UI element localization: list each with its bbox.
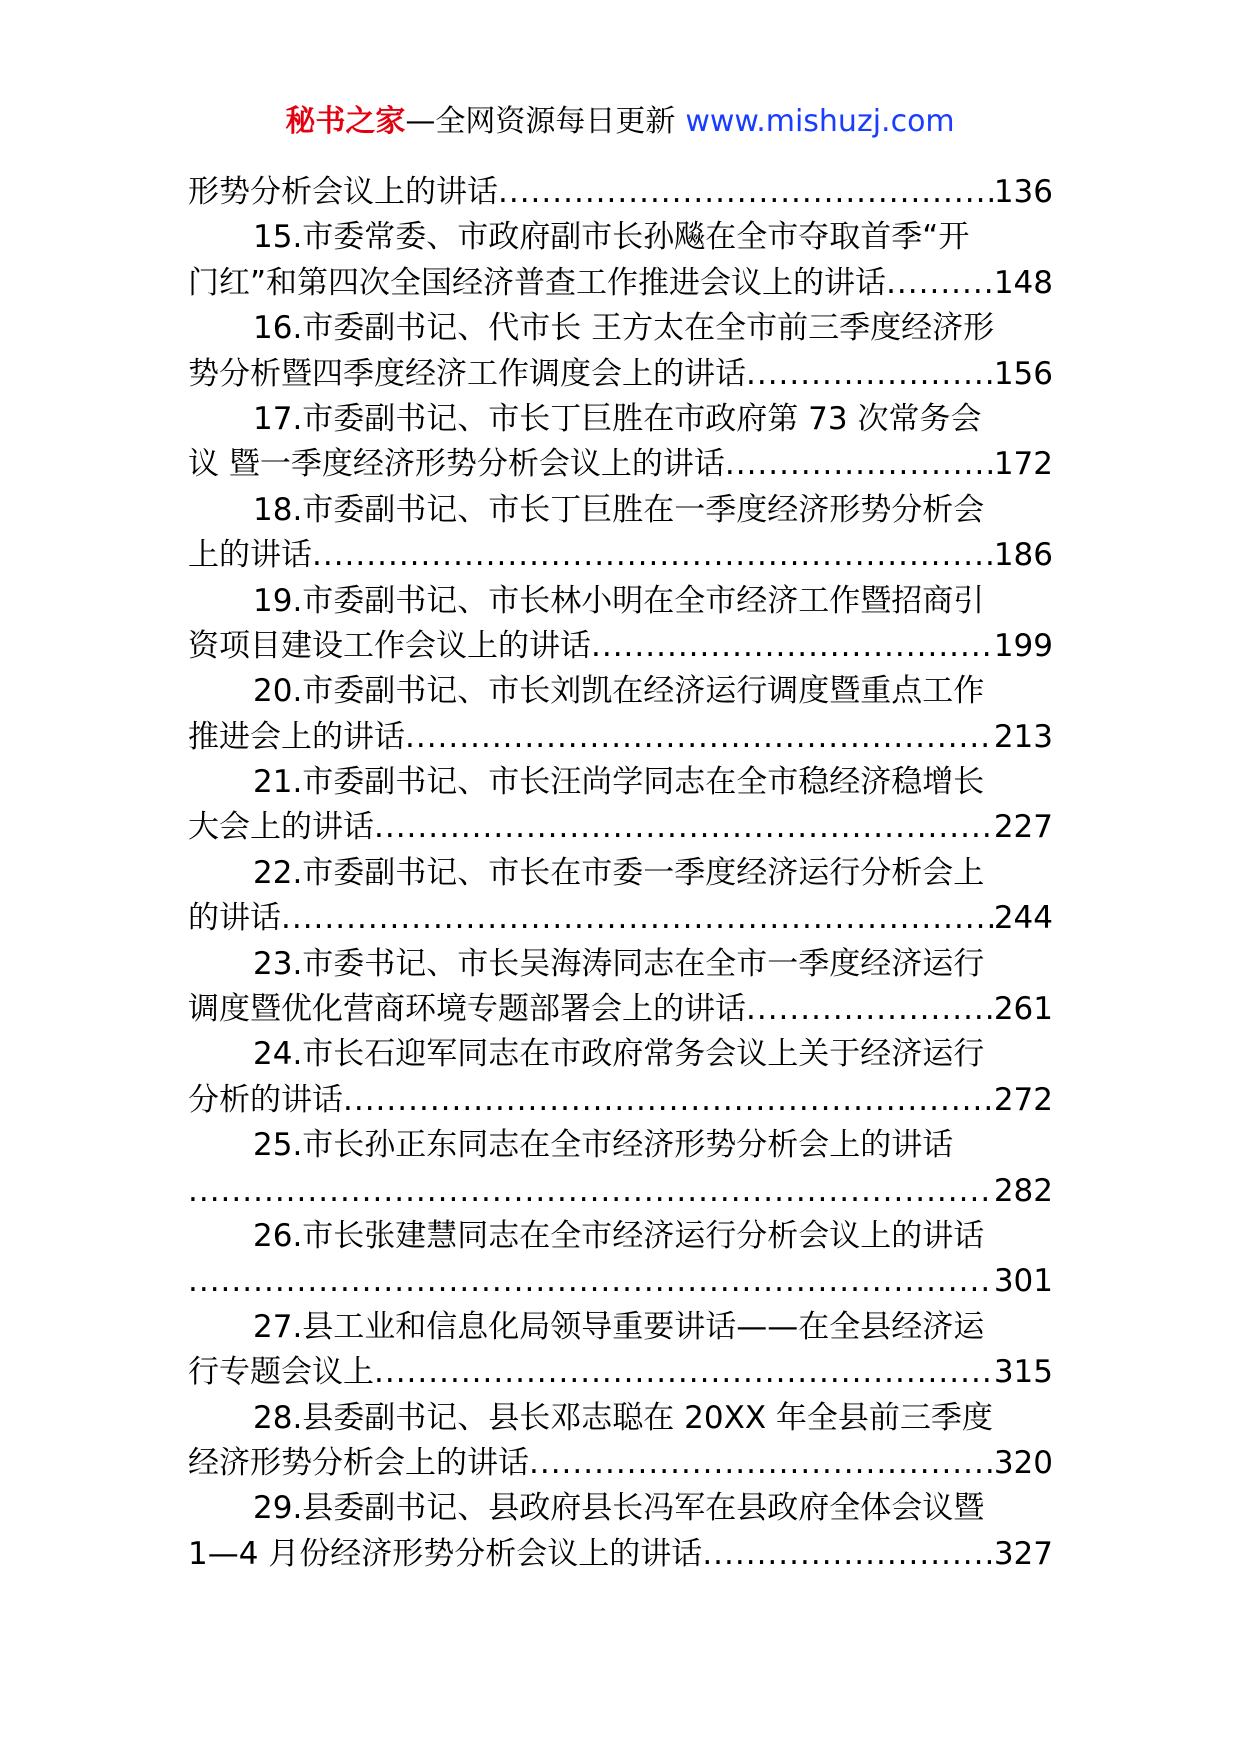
- toc-entry-title-line[interactable]: [188, 851, 1053, 896]
- toc-leader-dots: [591, 624, 994, 669]
- toc-leader-dots: [281, 896, 994, 941]
- toc-entry-continuation-line[interactable]: [188, 624, 1053, 669]
- toc-entry-continuation-line[interactable]: [188, 1350, 1053, 1395]
- toc-entry-text: 24.市长石迎军同志在市政府常务会议上关于经济运行: [253, 1036, 985, 1073]
- toc-page-number: 282: [993, 1172, 1053, 1209]
- toc-continued-line[interactable]: [188, 170, 1053, 215]
- site-header: [0, 100, 1240, 144]
- toc-entry-continuation-line[interactable]: [188, 1532, 1053, 1577]
- toc-page-number: 315: [993, 1354, 1053, 1391]
- toc-entry-title-line[interactable]: [188, 1305, 1053, 1350]
- toc-entry-continuation-line[interactable]: [188, 896, 1053, 941]
- toc-entry-text: 26.市长张建慧同志在全市经济运行分析会议上的讲话: [253, 1217, 985, 1254]
- toc-entry-text: 16.市委副书记、代市长 王方太在全市前三季度经济形: [253, 310, 995, 347]
- toc-entry-text: 28.县委副书记、县长邓志聪在 20XX 年全县前三季度: [253, 1399, 993, 1436]
- toc-page-number: 327: [993, 1535, 1053, 1572]
- toc-page-number: 261: [993, 991, 1053, 1028]
- toc-page-number: 186: [993, 537, 1053, 574]
- toc-entry-text: 分析的讲话: [188, 1081, 343, 1118]
- toc-entry-continuation-line[interactable]: [188, 442, 1053, 487]
- toc-entry-text: 17.市委副书记、市长丁巨胜在市政府第 73 次常务会: [253, 400, 982, 437]
- toc-leader-dots: [702, 1532, 994, 1577]
- toc-entry-text: 15.市委常委、市政府副市长孙飚在全市夺取首季“开: [253, 219, 970, 256]
- toc-leader-dots: [529, 1441, 994, 1486]
- toc-entry-text: 资项目建设工作会议上的讲话: [188, 627, 591, 664]
- toc-entry-text: 行专题会议上: [188, 1354, 374, 1391]
- toc-entry-text: 议 暨一季度经济形势分析会议上的讲话: [188, 446, 725, 483]
- toc-entry-continuation-line[interactable]: [188, 1169, 1053, 1214]
- toc-entry-text: 的讲话: [188, 900, 281, 937]
- toc-page-number: 227: [993, 809, 1053, 846]
- toc-page-number: 320: [993, 1444, 1053, 1481]
- toc-entry-continuation-line[interactable]: [188, 805, 1053, 850]
- header-tagline: —全网资源每日更新: [405, 104, 676, 139]
- toc-leader-dots: [886, 261, 994, 306]
- toc-entry-text: 27.县工业和信息化局领导重要讲话——在全县经济运: [253, 1308, 985, 1345]
- toc-entry-continuation-line[interactable]: [188, 715, 1053, 760]
- toc-entry-text: 势分析暨四季度经济工作调度会上的讲话: [188, 355, 746, 392]
- toc-leader-dots: [405, 715, 994, 760]
- toc-entry-continuation-line[interactable]: [188, 1441, 1053, 1486]
- toc-entry-title-line[interactable]: [188, 1214, 1053, 1259]
- toc-page-number: 172: [993, 446, 1053, 483]
- toc-entry-text: 形势分析会议上的讲话: [188, 174, 498, 210]
- toc-entry-text: 25.市长孙正东同志在全市经济形势分析会上的讲话: [253, 1127, 954, 1164]
- toc-entry-title-line[interactable]: [188, 1032, 1053, 1077]
- toc-leader-dots: [374, 805, 994, 850]
- toc-leader-dots: [188, 1259, 994, 1304]
- toc-leader-dots: [188, 1169, 994, 1214]
- site-url-link[interactable]: www.mishuzj.com: [685, 104, 955, 139]
- toc-entry-text: 上的讲话: [188, 537, 312, 574]
- toc-entry-text: 推进会上的讲话: [188, 718, 405, 755]
- toc-entry-text: 18.市委副书记、市长丁巨胜在一季度经济形势分析会: [253, 491, 985, 528]
- toc-entry-title-line[interactable]: [188, 1396, 1053, 1441]
- toc-page-number: 199: [993, 627, 1053, 664]
- toc-leader-dots: [343, 1078, 994, 1123]
- toc-entry-title-line[interactable]: [188, 760, 1053, 805]
- toc-entry-title-line[interactable]: [188, 488, 1053, 533]
- toc-entry-title-line[interactable]: [188, 942, 1053, 987]
- toc-entry-text: 调度暨优化营商环境专题部署会上的讲话: [188, 991, 746, 1028]
- toc-entry-continuation-line[interactable]: [188, 987, 1053, 1032]
- toc-entry-title-line[interactable]: [188, 215, 1053, 260]
- toc-leader-dots: [498, 170, 994, 215]
- toc-entry-title-line[interactable]: [188, 669, 1053, 714]
- toc-entry-text: 门红”和第四次全国经济普查工作推进会议上的讲话: [188, 264, 887, 301]
- toc-page-number: 244: [993, 900, 1053, 937]
- toc-entry-continuation-line[interactable]: [188, 352, 1053, 397]
- toc-entry-title-line[interactable]: [188, 397, 1053, 442]
- toc-entry-text: 19.市委副书记、市长林小明在全市经济工作暨招商引: [253, 582, 985, 619]
- toc-page-number: 213: [993, 718, 1053, 755]
- toc-page-number: 156: [993, 355, 1053, 392]
- toc-entry-title-line[interactable]: [188, 1486, 1053, 1531]
- toc-entry-continuation-line[interactable]: [188, 1078, 1053, 1123]
- toc-page-number: 148: [993, 264, 1053, 301]
- toc-entry-text: 23.市委书记、市长吴海涛同志在全市一季度经济运行: [253, 945, 985, 982]
- toc-entry-text: 1—4 月份经济形势分析会议上的讲话: [188, 1535, 703, 1572]
- toc-entry-title-line[interactable]: [188, 579, 1053, 624]
- toc-entry-text: 经济形势分析会上的讲话: [188, 1444, 529, 1481]
- toc-page-number: 136: [993, 174, 1053, 210]
- toc-entry-continuation-line[interactable]: [188, 1259, 1053, 1304]
- toc-entry-continuation-line[interactable]: [188, 261, 1053, 306]
- table-of-contents: [188, 170, 1053, 1577]
- toc-entry-text: 29.县委副书记、县政府县长冯军在县政府全体会议暨: [253, 1490, 985, 1527]
- toc-entry-continuation-line[interactable]: [188, 533, 1053, 578]
- toc-entry-title-line[interactable]: [188, 1123, 1053, 1168]
- toc-page-number: 272: [993, 1081, 1053, 1118]
- toc-leader-dots: [746, 987, 994, 1032]
- toc-entry-title-line[interactable]: [188, 306, 1053, 351]
- toc-page-number: 301: [993, 1263, 1053, 1300]
- toc-leader-dots: [725, 442, 994, 487]
- toc-entry-text: 大会上的讲话: [188, 809, 374, 846]
- toc-entry-text: 20.市委副书记、市长刘凯在经济运行调度暨重点工作: [253, 673, 985, 710]
- toc-entry-text: 21.市委副书记、市长汪尚学同志在全市稳经济稳增长: [253, 764, 985, 801]
- toc-leader-dots: [312, 533, 994, 578]
- toc-leader-dots: [374, 1350, 994, 1395]
- toc-entry-list: [188, 215, 1053, 1577]
- brand-name: 秘书之家: [285, 104, 406, 139]
- toc-entry-text: 22.市委副书记、市长在市委一季度经济运行分析会上: [253, 854, 985, 891]
- toc-leader-dots: [746, 352, 994, 397]
